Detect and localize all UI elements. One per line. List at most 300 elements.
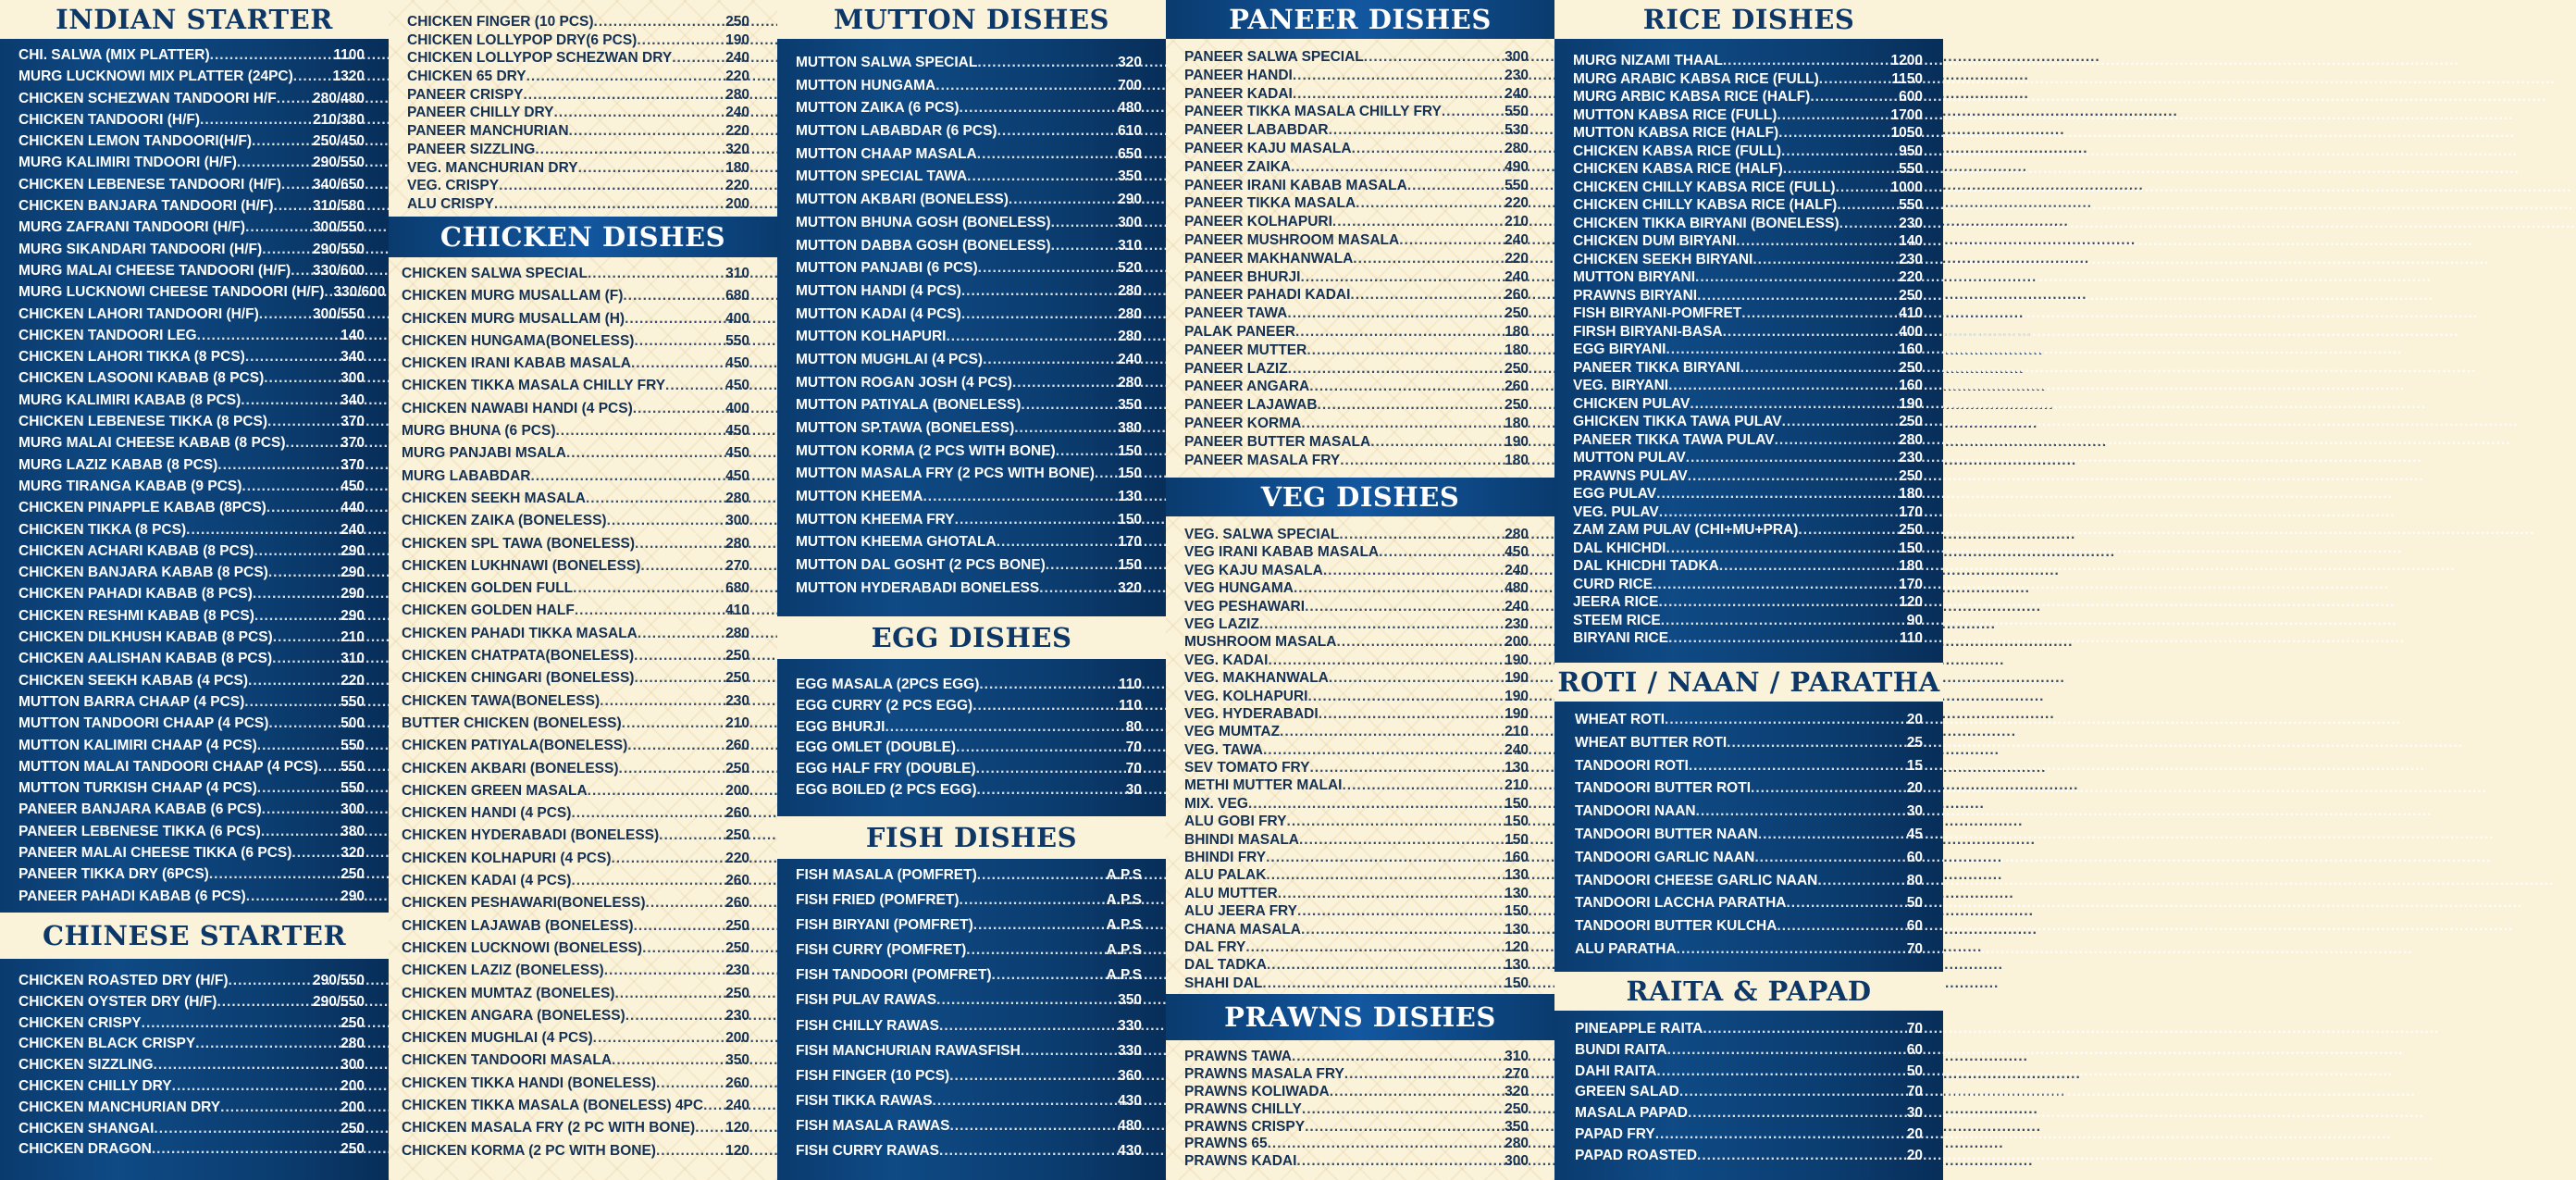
item-list [796, 677, 1142, 804]
leader-dots [614, 987, 722, 1001]
item-list [1575, 1022, 1923, 1170]
item-price: 300 [1505, 1153, 1529, 1170]
item-name: MURG MALAI CHEESE TANDOORI (H/F) [19, 262, 291, 279]
leader-dots [1329, 671, 1501, 686]
item-name: CHICKEN CHILLY KABSA RICE (HALF) [1573, 197, 1838, 213]
leader-dots [1656, 487, 1895, 502]
item-price: 220 [1505, 195, 1529, 212]
leader-dots [656, 1144, 722, 1159]
leader-dots [1839, 217, 1895, 231]
leader-dots [1350, 288, 1501, 303]
item-name: FISH TIKKA RAWAS [796, 1092, 933, 1109]
item-name: CHICKEN AALISHAN KABAB (8 PCS) [19, 651, 273, 667]
menu-item [19, 242, 365, 264]
menu-item [1573, 90, 1923, 108]
menu-item [1573, 217, 1923, 235]
section-title-rice-dishes: RICE DISHES [1554, 0, 1943, 39]
item-price: A.P.S [1106, 942, 1142, 959]
item-price: 530 [1505, 122, 1529, 139]
item-price: 210 [1505, 214, 1529, 230]
leader-dots [1356, 196, 1501, 211]
menu-item [407, 161, 749, 180]
item-name: CHICKEN KABSA RICE (FULL) [1573, 143, 1782, 159]
menu-item [19, 760, 365, 781]
item-price: 70 [1906, 1084, 1923, 1100]
item-name: CHICKEN LUCKNOWI (BONELESS) [402, 939, 643, 956]
menu-item [796, 284, 1142, 307]
leader-dots [1095, 466, 1114, 481]
item-name: CHI. SALWA (MIX PLATTER) [19, 47, 210, 63]
item-name: ALU PARATHA [1575, 940, 1677, 957]
item-price: 310 [1118, 237, 1142, 254]
leader-dots [266, 501, 337, 515]
menu-item [402, 289, 749, 311]
menu-item [796, 56, 1142, 79]
menu-item [1573, 631, 1923, 650]
leader-dots [566, 446, 722, 461]
menu-item [19, 825, 365, 846]
item-name: CHANA MASALA [1184, 921, 1301, 938]
leader-dots [1752, 253, 1895, 267]
section-paneer-dishes [1166, 39, 1554, 478]
item-name: PANEER KAJU MASALA [1184, 140, 1352, 156]
menu-item [19, 995, 365, 1016]
menu-item [19, 674, 365, 695]
menu-item [1184, 689, 1529, 707]
item-name: CHICKEN MURG MUSALLAM (H) [402, 310, 625, 327]
item-name: CHICKEN BLACK CRISPY [19, 1036, 196, 1052]
leader-dots [1781, 144, 1895, 159]
leader-dots [960, 893, 1103, 908]
item-name: CHICKEN PAHADI TIKKA MASALA [402, 625, 638, 641]
leader-dots [885, 720, 1121, 735]
item-price: 30 [1906, 1105, 1923, 1122]
menu-item [1184, 635, 1529, 652]
menu-item [19, 1016, 365, 1037]
item-name: CHICKEN TANDOORI MASALA [402, 1052, 613, 1069]
item-name: ALU CRISPY [407, 195, 494, 212]
item-price: 430 [1118, 1092, 1142, 1109]
item-price: 300/550 [312, 219, 365, 236]
item-name: PANEER KADAI [1184, 85, 1293, 102]
menu-item [402, 941, 749, 963]
leader-dots [1287, 306, 1501, 321]
item-name: CHICKEN TAWA(BONELESS) [402, 692, 601, 709]
item-price: 230 [1899, 215, 1923, 231]
menu-item [1573, 180, 1923, 199]
item-price: 600 [1899, 89, 1923, 105]
item-price: 440 [341, 500, 365, 516]
item-price: 80 [1125, 718, 1142, 735]
menu-item [19, 1079, 365, 1100]
leader-dots [281, 178, 309, 193]
menu-item [1573, 270, 1923, 289]
menu-item [402, 963, 749, 986]
menu-item [1573, 487, 1923, 505]
item-name: CHICKEN DRAGON [19, 1141, 152, 1158]
item-name: PANEER BHURJI [1184, 268, 1301, 285]
leader-dots [1677, 942, 1903, 957]
item-price: 130 [1505, 885, 1529, 901]
menu-item [1575, 736, 1923, 759]
leader-dots [571, 806, 722, 821]
menu-item [1184, 761, 1529, 778]
item-price: 250 [725, 939, 749, 956]
item-name: VEG. SALWA SPECIAL [1184, 527, 1340, 542]
item-price: 160 [1899, 342, 1923, 357]
leader-dots [659, 828, 722, 843]
item-price: 180 [725, 159, 749, 176]
leader-dots [1280, 725, 1501, 739]
item-price: 170 [1118, 534, 1142, 551]
item-price: 120 [1505, 938, 1529, 955]
menu-item [19, 178, 365, 199]
item-name: CHICKEN PESHAWARI(BONELESS) [402, 895, 646, 912]
item-name: EGG HALF FRY (DOUBLE) [796, 761, 976, 777]
item-name: MUTTON HUNGAMA [796, 77, 936, 93]
leader-dots [1777, 108, 1887, 123]
item-price: 370 [341, 456, 365, 473]
menu-item [796, 1044, 1142, 1069]
item-price: 250 [725, 827, 749, 844]
item-price: 550 [1899, 161, 1923, 177]
menu-item [1184, 814, 1529, 832]
item-name: CHICKEN SEEKH KABAB (4 PCS) [19, 672, 249, 689]
menu-item [402, 851, 749, 874]
item-price: 120 [1899, 594, 1923, 610]
item-name: FISH CHILLY RAWAS [796, 1017, 940, 1034]
item-price: 250 [341, 1120, 365, 1137]
menu-item [19, 479, 365, 501]
item-price: 170 [1899, 576, 1923, 592]
item-price: 90 [1906, 612, 1923, 628]
leader-dots [631, 356, 722, 371]
leader-dots [939, 1144, 1114, 1159]
menu-item [19, 284, 386, 306]
item-name: PAPAD ROASTED [1575, 1147, 1698, 1163]
menu-item [796, 79, 1142, 102]
leader-dots [1819, 72, 1889, 87]
item-name: MUTTON CHAAP MASALA [796, 145, 977, 162]
menu-item [19, 69, 365, 91]
item-name: TANDOORI BUTTER KULCHA [1575, 918, 1777, 935]
menu-item [1184, 435, 1529, 453]
leader-dots [642, 941, 722, 956]
item-price: 210/380 [312, 111, 365, 128]
leader-dots [268, 716, 337, 731]
item-price: 20 [1906, 780, 1923, 797]
leader-dots [1318, 398, 1502, 413]
item-price: 230 [725, 963, 749, 979]
menu-item [1184, 707, 1529, 725]
item-price: 260 [725, 873, 749, 889]
item-name: PANEER LAJAWAB [1184, 397, 1318, 414]
leader-dots [961, 284, 1114, 299]
menu-item [402, 627, 749, 649]
item-price: 280 [1899, 431, 1923, 448]
item-price: 250 [1505, 1100, 1529, 1117]
menu-item [1573, 379, 1923, 397]
item-name: MUTTON ZAIKA (6 PCS) [796, 100, 960, 117]
leader-dots [1719, 559, 1895, 574]
menu-item [19, 587, 365, 608]
menu-item [1573, 144, 1923, 163]
leader-dots [1442, 105, 1501, 119]
item-price: 270 [1505, 1065, 1529, 1082]
leader-dots [1836, 180, 1888, 195]
menu-item [19, 974, 365, 995]
leader-dots [1245, 940, 1501, 955]
menu-item [402, 1076, 749, 1099]
item-price: 310 [725, 266, 749, 281]
leader-dots [242, 479, 337, 494]
item-price: 170 [1899, 503, 1923, 520]
menu-item [407, 69, 749, 88]
menu-item [1184, 215, 1529, 233]
item-name: MURG MALAI CHEESE KABAB (8 PCS) [19, 435, 286, 452]
menu-item [1573, 325, 1923, 343]
leader-dots [578, 161, 723, 176]
item-price: 280 [725, 535, 749, 552]
menu-item [19, 1142, 365, 1163]
menu-item [796, 444, 1142, 467]
menu-item [402, 603, 749, 626]
leader-dots [257, 781, 337, 796]
item-name: PANEER TIKKA DRY (6PCS) [19, 866, 209, 883]
menu-item [1184, 105, 1529, 123]
item-name: MURG LAZIZ KABAB (8 PCS) [19, 456, 218, 473]
item-name: VEG PESHAWARI [1184, 598, 1306, 615]
item-price: 650 [1118, 145, 1142, 162]
item-price: 310 [1505, 1049, 1529, 1064]
item-price: 50 [1906, 895, 1923, 912]
item-price: 240 [1505, 562, 1529, 578]
menu-item [796, 490, 1142, 513]
item-price: 45 [1906, 826, 1923, 842]
item-price: 290/550 [312, 993, 365, 1010]
item-price: 200 [725, 195, 749, 212]
item-name: EGG OMLET (DOUBLE) [796, 739, 957, 756]
leader-dots [1723, 54, 1888, 68]
leader-dots [973, 918, 1103, 933]
menu-item [407, 33, 749, 52]
item-name: CHICKEN TIKKA BIRYANI (BONELESS) [1573, 215, 1839, 231]
item-price: 180 [1899, 486, 1923, 502]
item-price: 210 [725, 714, 749, 731]
menu-item [407, 143, 749, 161]
item-price: 370 [341, 435, 365, 452]
leader-dots [494, 197, 722, 212]
item-name: MUTTON SP.TAWA (BONELESS) [796, 420, 1015, 436]
menu-item [1575, 919, 1923, 942]
leader-dots [499, 179, 722, 193]
leader-dots [1686, 451, 1895, 466]
item-name: VEG LAZIZ [1184, 615, 1259, 632]
leader-dots [569, 124, 723, 139]
menu-item [402, 537, 749, 559]
section-title-roti: ROTI / NAAN / PARATHA [1554, 663, 1943, 702]
menu-item [796, 993, 1142, 1018]
menu-item [402, 514, 749, 536]
item-name: JEERA RICE [1573, 594, 1659, 610]
menu-item [1184, 671, 1529, 689]
leader-dots [1339, 528, 1501, 542]
menu-item [402, 987, 749, 1009]
item-name: CHICKEN HYDERABADI (BONELESS) [402, 827, 660, 844]
leader-dots [259, 307, 309, 322]
item-price: 290/550 [312, 973, 365, 988]
item-price: 310 [341, 651, 365, 667]
item-name: CHICKEN TIKKA HANDI (BONELESS) [402, 1074, 656, 1091]
item-price: 200 [725, 1030, 749, 1047]
item-price: 450 [725, 467, 749, 484]
menu-item [1575, 896, 1923, 919]
leader-dots [1353, 252, 1501, 267]
menu-item [796, 147, 1142, 170]
leader-dots [1323, 564, 1501, 578]
menu-item [796, 353, 1142, 376]
item-price: 350 [1505, 1118, 1529, 1135]
item-name: VEG. TAWA [1184, 741, 1263, 758]
leader-dots [1267, 958, 1501, 973]
section-title-indian-starter: INDIAN STARTER [0, 0, 389, 39]
leader-dots [272, 652, 337, 666]
leader-dots [531, 469, 723, 484]
leader-dots [1046, 558, 1114, 573]
item-price: 250/450 [312, 133, 365, 150]
menu-item [402, 491, 749, 514]
leader-dots [946, 329, 1114, 344]
item-name: CHICKEN KORMA (2 PC WITH BONE) [402, 1142, 656, 1159]
leader-dots [656, 1076, 722, 1091]
leader-dots [623, 289, 722, 304]
leader-dots [983, 353, 1114, 367]
leader-dots [695, 1121, 722, 1136]
item-name: SHAHI DAL [1184, 975, 1263, 991]
menu-item [1184, 50, 1529, 68]
item-list [19, 47, 386, 911]
leader-dots [638, 627, 722, 641]
item-price: 280 [1118, 374, 1142, 391]
menu-item [1184, 923, 1529, 940]
menu-item [796, 918, 1142, 943]
item-name: EGG BHURJI [796, 718, 886, 735]
menu-item [407, 179, 749, 197]
leader-dots [1296, 1154, 1501, 1169]
item-name: MUTTON MALAI TANDOORI CHAAP (4 PCS) [19, 758, 318, 775]
leader-dots [1294, 581, 1501, 596]
menu-item [1573, 72, 1923, 91]
item-name: MURG BHUNA (6 PCS) [402, 423, 556, 440]
leader-dots [936, 993, 1114, 1008]
item-price: 240 [1505, 268, 1529, 285]
leader-dots [1352, 142, 1502, 156]
leader-dots [217, 995, 309, 1010]
item-name: PANEER LEBENESE TIKKA (6 PCS) [19, 823, 261, 839]
item-price: 350 [725, 1052, 749, 1069]
item-price: 190 [1505, 433, 1529, 450]
menu-item [402, 739, 749, 761]
menu-item [796, 740, 1142, 762]
menu-item [796, 239, 1142, 262]
item-price: 300/550 [312, 305, 365, 322]
item-name: BUTTER CHICKEN (BONELESS) [402, 714, 622, 731]
menu-item [796, 720, 1142, 741]
item-price: 250 [725, 985, 749, 1001]
menu-item [402, 762, 749, 784]
leader-dots [245, 220, 309, 235]
item-price: 330/600 [333, 284, 386, 301]
item-price: 250 [725, 670, 749, 687]
menu-item [19, 371, 365, 392]
menu-item [402, 1053, 749, 1075]
item-price: 150 [1118, 557, 1142, 574]
menu-column-5 [1554, 0, 1943, 1180]
item-name: CHICKEN LAZIZ (BONELESS) [402, 963, 604, 979]
item-name: MURG ZAFRANI TANDOORI (H/F) [19, 219, 246, 236]
item-name: CHICKEN ROASTED DRY (H/F) [19, 973, 229, 988]
leader-dots [634, 649, 722, 664]
item-name: PANEER ZAIKA [1184, 158, 1292, 175]
item-name: BHINDI MASALA [1184, 831, 1299, 848]
leader-dots [1292, 1050, 1501, 1064]
section-egg-dishes [777, 659, 1166, 816]
item-price: 280 [1505, 527, 1529, 542]
leader-dots [634, 671, 722, 686]
leader-dots [949, 1069, 1114, 1084]
item-price: 250 [1505, 305, 1529, 322]
item-price: 220 [1899, 269, 1923, 285]
leader-dots [976, 762, 1122, 776]
item-price: 210 [341, 629, 365, 646]
leader-dots [1659, 505, 1895, 520]
leader-dots [1051, 216, 1115, 230]
item-name: CHICKEN LEBENESE TANDOORI (H/F) [19, 176, 281, 193]
menu-item [796, 968, 1142, 993]
leader-dots [217, 458, 337, 473]
leader-dots [1300, 270, 1501, 285]
menu-item [1184, 600, 1529, 617]
item-price: 300 [1118, 214, 1142, 230]
leader-dots [1668, 631, 1896, 646]
item-price: 230 [1899, 450, 1923, 466]
item-price: 450 [725, 378, 749, 394]
menu-item [402, 1144, 749, 1166]
item-price: 300 [341, 801, 365, 818]
item-name: CHICKEN LAHORI TIKKA (8 PCS) [19, 349, 245, 366]
item-price: 250 [1505, 397, 1529, 414]
leader-dots [1336, 635, 1501, 650]
item-price: 260 [1505, 287, 1529, 304]
menu-item [19, 48, 365, 69]
item-name: CHICKEN TANDOORI LEG [19, 327, 197, 343]
menu-item [1184, 379, 1529, 398]
item-name: MUTTON KORMA (2 PCS WITH BONE) [796, 442, 1056, 459]
leader-dots [1782, 415, 1896, 429]
item-price: 370 [341, 414, 365, 430]
leader-dots [1297, 904, 1501, 919]
section-rice-dishes [1554, 39, 1943, 663]
leader-dots [1656, 1064, 1902, 1079]
item-name: CHICKEN LEMON TANDOORI(H/F) [19, 133, 252, 150]
leader-dots [1266, 851, 1501, 865]
item-list [1575, 713, 1923, 965]
item-name: CHICKEN SPL TAWA (BONELESS) [402, 535, 636, 552]
item-name: VEG KAJU MASALA [1184, 562, 1323, 578]
menu-item [402, 402, 749, 424]
leader-dots [1697, 289, 1895, 304]
leader-dots [1301, 923, 1501, 938]
